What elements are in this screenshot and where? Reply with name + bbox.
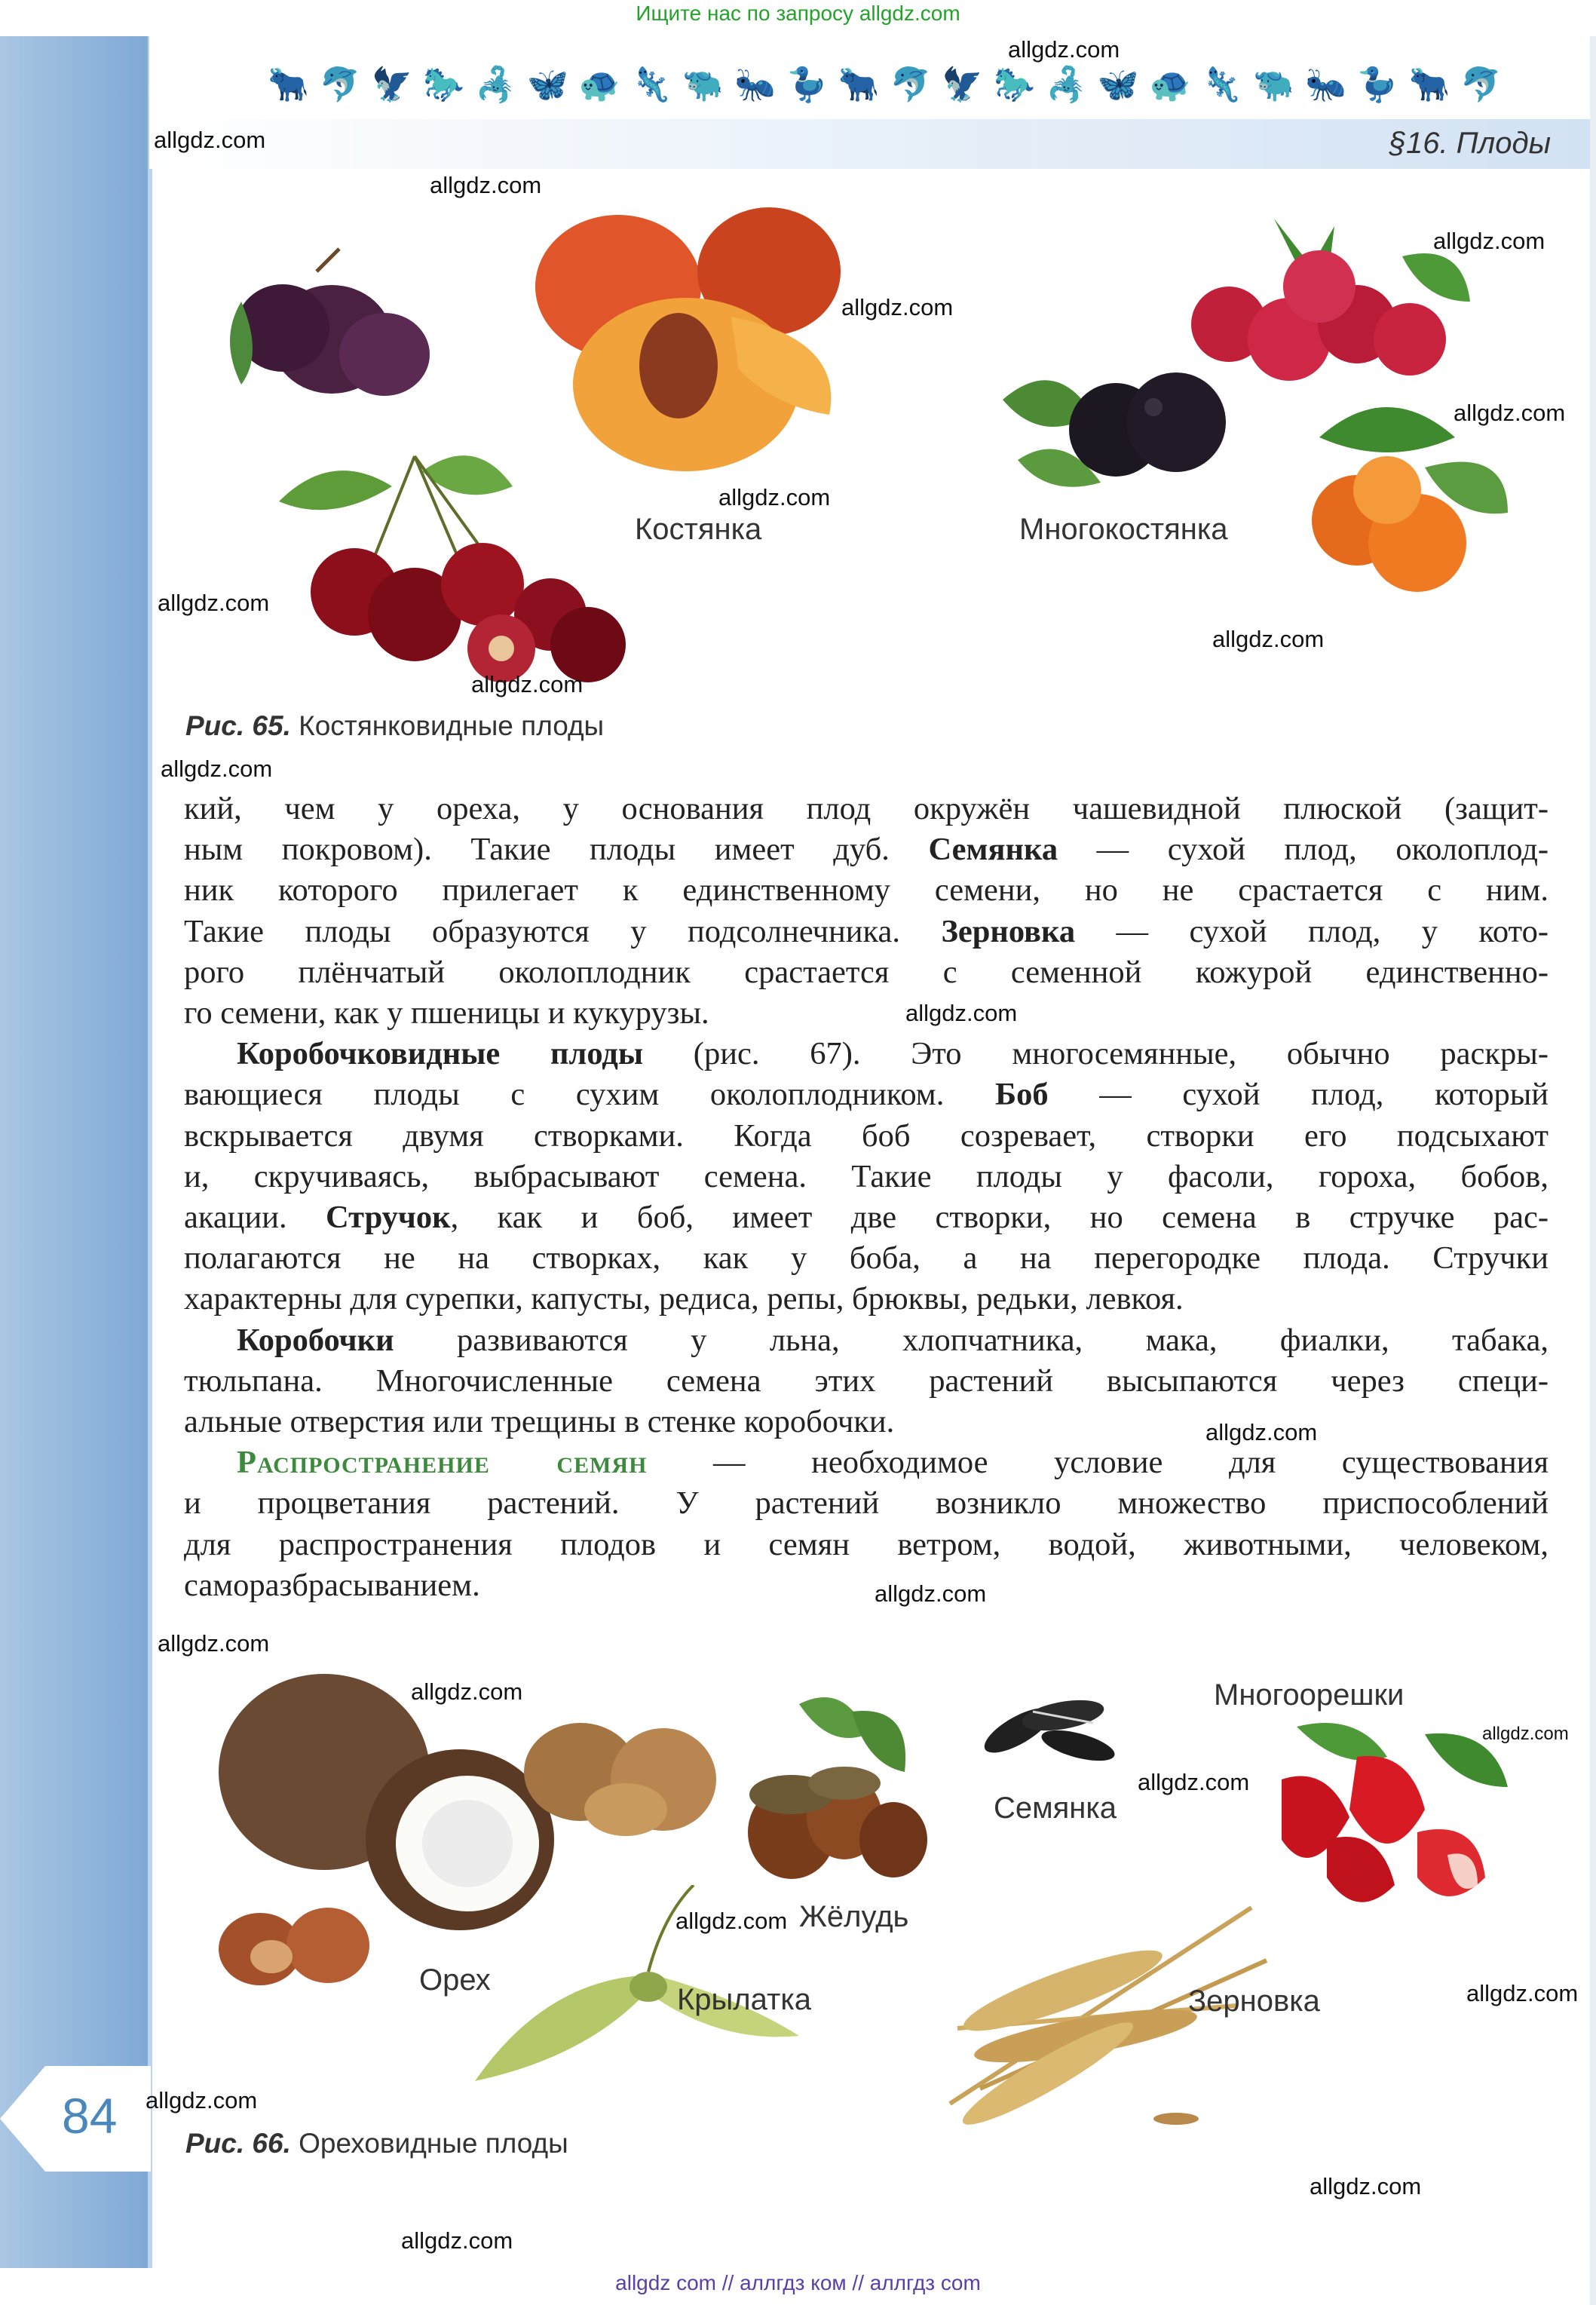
body-text [184, 789, 1549, 1606]
text-line: тюльпана. Многочисленные семена этих растений высыпаются через специ- [184, 1362, 1549, 1399]
watermark: allgdz.com [675, 1908, 788, 1934]
watermark: allgdz.com [1454, 400, 1566, 426]
watermark: allgdz.com [146, 2087, 258, 2113]
term-capsular-fruits: Коробочковидные плоды [237, 1036, 644, 1072]
page-number: 84 [62, 2088, 118, 2144]
text-line: и процветания растений. У растений возникло множество приспособлений [184, 1485, 1549, 1522]
term-silique: Стручок [326, 1200, 451, 1236]
watermark: allgdz.com [1433, 228, 1545, 254]
term-achene: Семянка [928, 832, 1058, 868]
animal-ornament-icon: 🐂 [838, 66, 880, 103]
label-nut: Орех [419, 1963, 491, 1997]
text-line: альные отверстия или трещины в стенке коробочки. [184, 1404, 895, 1440]
animal-ornament-icon: 🐎 [423, 66, 465, 103]
page-margin-strip [0, 36, 149, 2268]
watermark: allgdz.com [1138, 1769, 1250, 1795]
text-line: кий, чем у ореха, у основания плод окружён чашевидной плюской (защит- [184, 791, 1549, 826]
page-margin-edge [148, 36, 152, 2268]
text-line: саморазбрасыванием. [184, 1567, 480, 1603]
watermark: allgdz.com [718, 484, 831, 510]
watermark: allgdz.com [1310, 2173, 1422, 2199]
watermark: allgdz.com [411, 1678, 523, 1705]
watermark: allgdz.com [905, 1000, 1018, 1026]
term-legume: Боб [994, 1077, 1049, 1113]
animal-ornament-icon: 🦅 [942, 66, 984, 103]
watermark: allgdz.com [161, 756, 273, 782]
text-line: вающиеся плоды с сухим околоплодником. Боб — сухой плод, который [184, 1077, 1549, 1113]
section-title: §16. Плоды [1389, 127, 1551, 160]
animal-ornament-icon: 🐜 [1304, 66, 1346, 103]
paragraph-3 [184, 1320, 1549, 1443]
watermark: allgdz.com [471, 671, 584, 697]
animal-ornament-icon: 🐎 [994, 66, 1035, 103]
label-acorn: Жёлудь [799, 1900, 909, 1933]
text-line: характерны для сурепки, капусты, редиса, репы, брюквы, редьки, левкоя. [184, 1281, 1184, 1317]
paragraph-2 [184, 1034, 1549, 1320]
animal-ornament-icon: 🐜 [734, 66, 776, 103]
text-line: акации. Стручок, как и боб, имеет две створки, но семена в стручке рас- [184, 1200, 1549, 1236]
label-achene: Семянка [994, 1792, 1117, 1825]
animal-ornament-icon: 🦎 [1201, 66, 1243, 103]
animal-ornament-icon: 🦆 [1356, 66, 1398, 103]
cherries-illustration [264, 441, 641, 682]
text-line: рого плёнчатый околоплодник срастается с семенной кожурой единственно- [184, 954, 1549, 990]
watermark: allgdz.com [401, 2227, 513, 2254]
figure-65-caption [185, 710, 604, 742]
text-line: го семени, как у пшеницы и кукурузы. [184, 995, 709, 1031]
watermark: allgdz.com [1008, 36, 1120, 63]
paragraph-4 [184, 1442, 1549, 1606]
figure-66-title: Ореховидные плоды [299, 2128, 568, 2159]
hazelnuts-illustration [215, 1900, 373, 1991]
paragraph-1 [184, 789, 1549, 1034]
text-line: Коробочки развиваются у льна, хлопчатника, мака, фиалки, табака, [237, 1322, 1549, 1358]
watermark: allgdz.com [841, 294, 954, 320]
text-line: и, скручиваясь, выбрасывают семена. Такие плоды у фасоли, гороха, бобов, [184, 1158, 1549, 1194]
animal-ornament-icon: 🦂 [1045, 66, 1087, 103]
watermark: allgdz.com [430, 172, 542, 198]
animal-ornament-icon: 🐬 [1460, 66, 1503, 103]
animal-ornament-icon: 🦋 [1097, 66, 1139, 103]
animal-ornament-icon: 🐢 [578, 66, 620, 103]
animal-ornament-icon: 🐬 [890, 66, 932, 103]
animal-ornament-icon: 🐬 [319, 66, 361, 103]
watermark: allgdz.com [1205, 1419, 1318, 1445]
animal-ornament-icon: 🦆 [786, 66, 828, 103]
text-line: ным покровом). Такие плоды имеет дуб. Семянка — сухой плод, околоплод- [184, 832, 1549, 868]
animal-ornament-icon: 🦅 [371, 66, 413, 103]
walnuts-illustration [520, 1712, 724, 1840]
section-header-bar [149, 119, 1596, 169]
animal-ornament-icon: 🦋 [526, 66, 568, 103]
figure-66-number: Рис. 66. [185, 2128, 291, 2159]
term-caryopsis: Зерновка [941, 913, 1076, 949]
figure-65-number: Рис. 65. [185, 710, 291, 741]
animal-ornament-icon: 🐂 [268, 66, 309, 103]
text-line: Распространение семян — необходимое условие для существования [237, 1445, 1549, 1481]
animal-ornament-icon: 🐂 [1408, 66, 1450, 103]
watermark: allgdz.com [1212, 626, 1325, 652]
text-line: для распространения плодов и семян ветром, водой, животными, человеком, [184, 1526, 1549, 1562]
animal-ornament-row [268, 59, 1587, 112]
watermark: allgdz.com [154, 127, 266, 153]
animal-ornament-icon: 🦂 [475, 66, 516, 103]
figure-65-title: Костянковидные плоды [299, 710, 605, 741]
animal-ornament-icon: 🐃 [682, 66, 724, 103]
watermark: allgdz.com [1466, 1980, 1579, 2006]
text-line: Коробочковидные плоды (рис. 67). Это многосемянные, обычно раскры- [237, 1036, 1549, 1072]
footer-note[interactable]: allgdz com // аллгдз ком // аллгдз com [615, 2271, 981, 2294]
label-samara: Крылатка [677, 1983, 811, 2016]
watermark: allgdz.com [1482, 1724, 1569, 1744]
plums-illustration [211, 241, 437, 430]
text-line: полагаются не на створках, как у боба, а на перегородке плода. Стручки [184, 1240, 1549, 1277]
animal-ornament-icon: 🦎 [630, 66, 672, 103]
watermark: allgdz.com [875, 1580, 987, 1607]
page-right-edge [1590, 36, 1596, 2305]
figure-66-caption [185, 2128, 568, 2159]
term-capsules: Коробочки [237, 1322, 394, 1358]
text-line: вскрывается двумя створками. Когда боб созревает, створки его подсыхают [184, 1117, 1549, 1154]
text-line: ник которого прилегает к единственному семени, но не срастается с ним. [184, 872, 1549, 909]
top-promo-note[interactable]: Ищите нас по запросу allgdz.com [636, 2, 960, 25]
term-seed-dispersal: Распространение семян [237, 1445, 648, 1481]
peach-illustration [528, 204, 859, 475]
acorns-illustration [739, 1689, 935, 1885]
sunflower-seeds-illustration [973, 1670, 1123, 1768]
watermark: allgdz.com [158, 590, 270, 616]
watermark: allgdz.com [158, 1630, 270, 1657]
animal-ornament-icon: 🐢 [1149, 66, 1191, 103]
label-drupe: Костянка [635, 513, 762, 546]
label-multinut: Многоорешки [1214, 1678, 1405, 1712]
label-caryopsis: Зерновка [1188, 1985, 1320, 2018]
label-multidrupe: Многокостянка [1019, 513, 1228, 546]
animal-ornament-icon: 🐃 [1253, 66, 1294, 103]
raspberries-illustration [1161, 211, 1478, 392]
text-line: Такие плоды образуются у подсолнечника. Зерновка — сухой плод, у кото- [184, 913, 1549, 949]
